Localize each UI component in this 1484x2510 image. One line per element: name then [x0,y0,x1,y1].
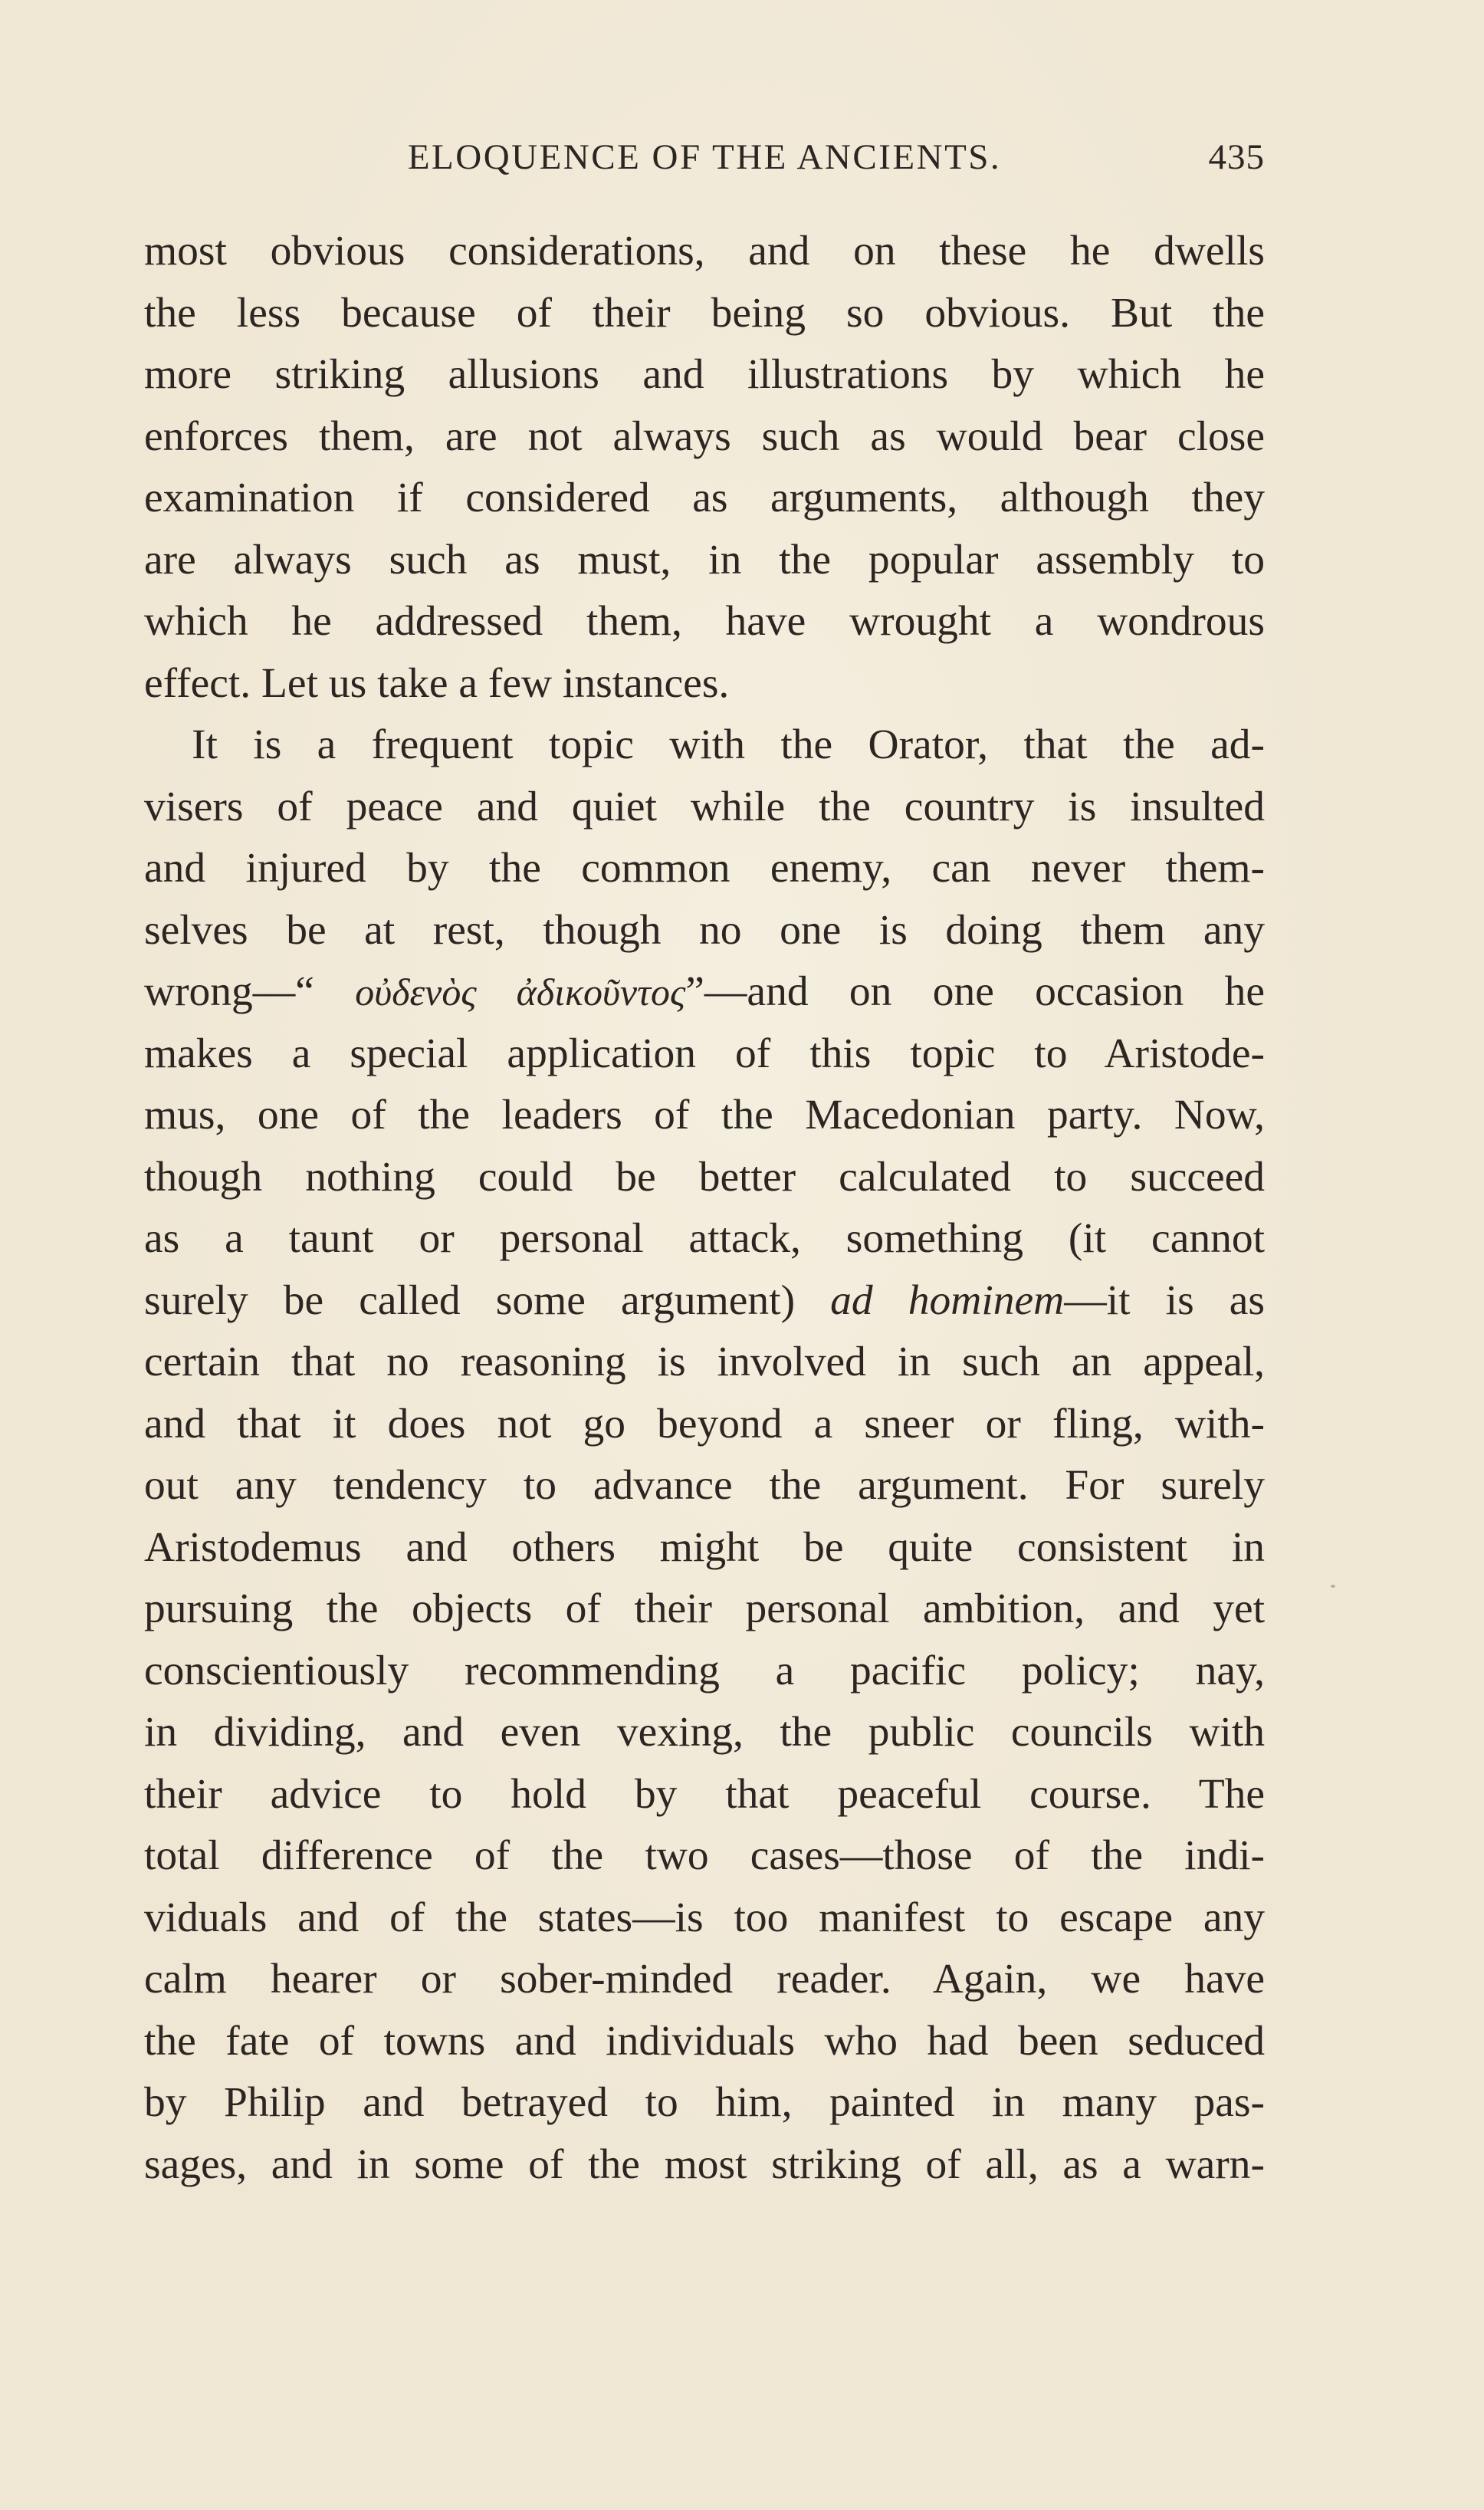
text-line: selves be at rest, though no one is doing them any [144,906,1265,954]
text-segment: —it is as [1064,1276,1265,1324]
running-title: ELOQUENCE OF THE ANCIENTS. [407,137,1002,177]
text-line: which he addressed them, have wrought a wondrous [144,598,1265,645]
text-line: the less because of their being so obvious. But the [144,289,1265,337]
text-line: It is a frequent topic with the Orator, that the ad- [192,721,1265,768]
text-line: out any tendency to advance the argument. For surely [144,1462,1265,1509]
text-line-greek-quote [144,961,1265,1023]
text-line: total difference of the two cases—those of the indi- [144,1832,1265,1879]
text-line: certain that no reasoning is involved in such an appeal, [144,1339,1265,1385]
text-line: sages, and in some of the most striking of all, as a warn- [144,2140,1265,2188]
text-segment: wrong—“ [144,968,356,1015]
text-line: as a taunt or personal attack, something (it cannot [144,1215,1265,1262]
greek-quotation: οὐδενὸς ἀδικοῦντος [355,971,686,1014]
text-line: pursuing the objects of their personal ambition, and yet [144,1585,1265,1632]
body-text [144,221,1265,2196]
page-number: 435 [1208,137,1265,177]
text-line: most obvious considerations, and on these he dwells [144,228,1265,274]
text-line: calm hearer or sober-minded reader. Again, we have [144,1956,1265,2002]
text-line-italic-phrase [144,1270,1265,1332]
text-line: and injured by the common enemy, can never them- [144,845,1265,892]
text-line: the fate of towns and individuals who had been seduced [144,2017,1265,2065]
text-line: in dividing, and even vexing, the public councils with [144,1709,1265,1756]
text-segment: surely be called some argument) [144,1276,831,1324]
text-line: examination if considered as arguments, although they [144,475,1265,521]
latin-phrase: ad hominem [830,1276,1065,1324]
text-line: though nothing could be better calculated to succeed [144,1153,1265,1201]
text-line: by Philip and betrayed to him, painted in many pas- [144,2079,1265,2126]
text-line: more striking allusions and illustrations by which he [144,351,1265,398]
text-line: mus, one of the leaders of the Macedonian party. Now, [144,1092,1265,1138]
text-line: Aristodemus and others might be quite consistent in [144,1523,1265,1571]
page-header [144,136,1265,182]
text-line: are always such as must, in the popular assembly to [144,536,1265,583]
text-line: makes a special application of this topic to Aristode- [144,1030,1265,1077]
text-line: their advice to hold by that peaceful course. The [144,1770,1265,1818]
text-line: and that it does not go beyond a sneer or fling, with- [144,1400,1265,1447]
text-segment: ”—and on one occasion he [685,968,1266,1015]
text-line: effect. Let us take a few instances. [144,659,730,707]
text-line: conscientiously recommending a pacific policy; nay, [144,1647,1265,1694]
text-line: enforces them, are not always such as would bear close [144,412,1265,460]
paper-speck [1331,1585,1335,1588]
text-line: viduals and of the states—is too manifest to escape any [144,1894,1265,1941]
text-line: visers of peace and quiet while the country is insulted [144,783,1265,830]
